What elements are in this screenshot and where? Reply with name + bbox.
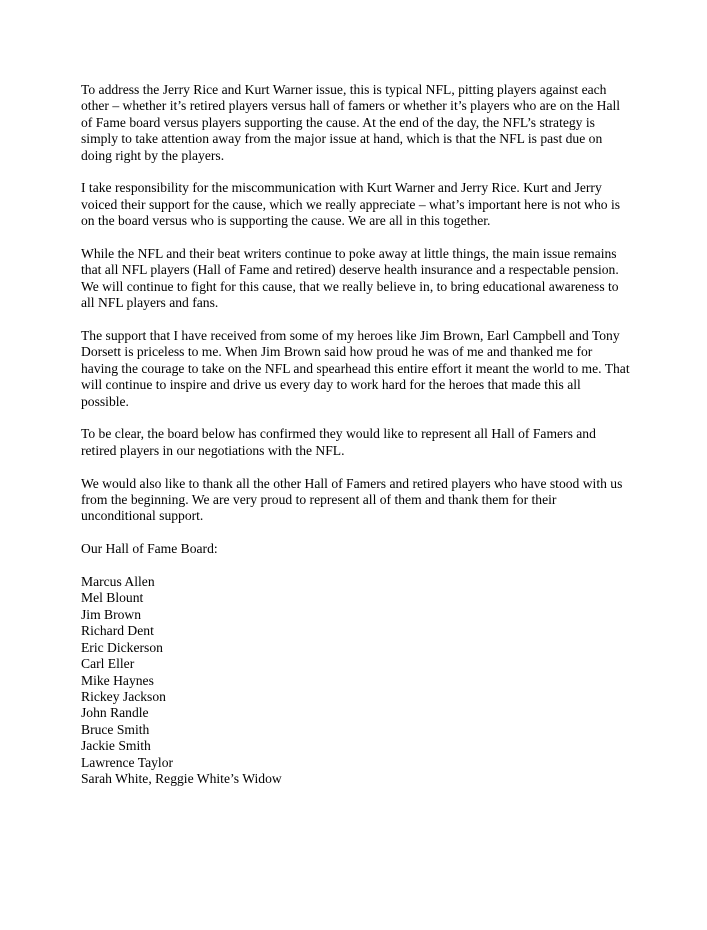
- board-member: Lawrence Taylor: [81, 754, 174, 770]
- board-member: John Randle: [81, 705, 149, 721]
- board-member: Bruce Smith: [81, 721, 150, 737]
- paragraph-board-confirmation: To be clear, the board below has confirmed they would like to represent all Hall of Famers and retired players in our negotiations with the NFL.: [81, 426, 596, 458]
- board-member: Jackie Smith: [81, 738, 151, 754]
- board-member: Mel Blount: [81, 590, 144, 606]
- paragraph-main-issue: While the NFL and their beat writers continue to poke away at little things, the main issue remains that all NFL players (Hall of Fame and retired) deserve health insurance and a respectable pension. We will continue to fight for this cause, that we really believe in, to bring educational awareness to all NFL players and fans.: [81, 246, 619, 311]
- board-member: Marcus Allen: [81, 574, 155, 590]
- board-member: Richard Dent: [81, 623, 154, 639]
- letter-document: [81, 82, 631, 787]
- board-member: Jim Brown: [81, 606, 142, 622]
- board-heading: Our Hall of Fame Board:: [81, 541, 218, 557]
- paragraph-thanks: We would also like to thank all the other Hall of Famers and retired players who have stood with us from the beginning. We are very proud to represent all of them and thank them for their unconditional support.: [81, 475, 623, 524]
- board-member-list: [81, 574, 631, 787]
- board-member: Eric Dickerson: [81, 639, 163, 655]
- board-member: Carl Eller: [81, 656, 135, 672]
- board-member: Sarah White, Reggie White’s Widow: [81, 770, 282, 786]
- paragraph-jerry-rice-kurt-warner-issue: To address the Jerry Rice and Kurt Warner issue, this is typical NFL, pitting players against each other – whether it’s retired players versus hall of famers or whether it’s players who are on the Hall of Fame board versus players supporting the cause. At the end of the day, the NFL’s strategy is simply to take attention away from the major issue at hand, which is that the NFL is past due on doing right by the players.: [81, 82, 621, 163]
- board-member: Rickey Jackson: [81, 688, 166, 704]
- paragraph-heroes-support: The support that I have received from some of my heroes like Jim Brown, Earl Campbell and Tony Dorsett is priceless to me. When Jim Brown said how proud he was of me and thanked me for having the courage to take on the NFL and spearhead this entire effort it meant the world to me. That will continue to inspire and drive us every day to work hard for the heroes that made this all possible.: [81, 328, 630, 409]
- board-member: Mike Haynes: [81, 672, 154, 688]
- paragraph-responsibility: I take responsibility for the miscommunication with Kurt Warner and Jerry Rice. Kurt and Jerry voiced their support for the cause, which we really appreciate – what’s important here is not who is on the board versus who is supporting the cause. We are all in this together.: [81, 180, 621, 229]
